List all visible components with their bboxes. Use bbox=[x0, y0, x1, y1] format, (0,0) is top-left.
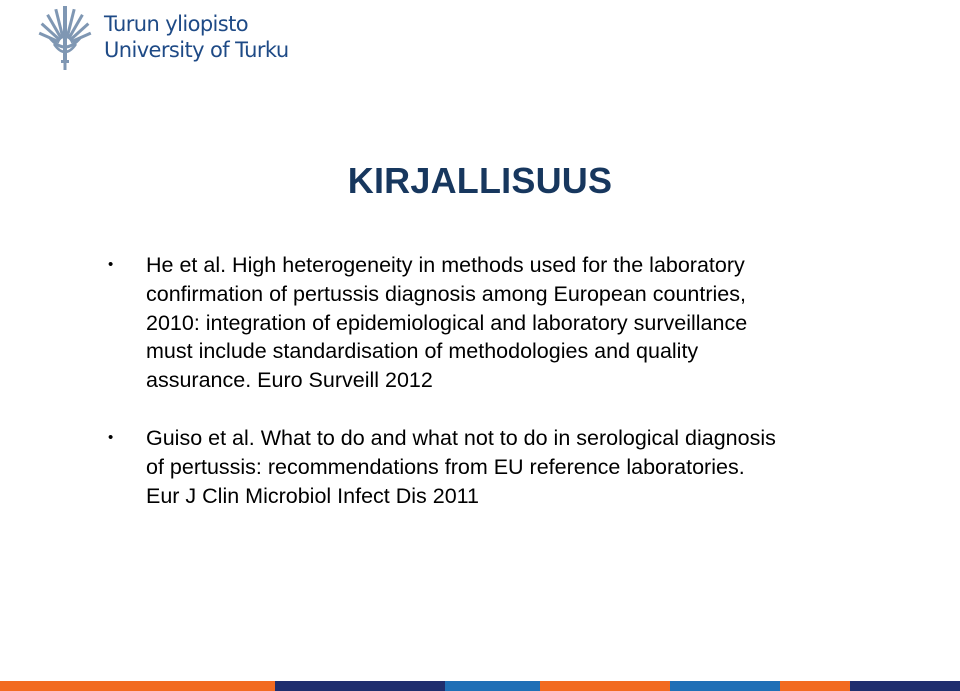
reference-text: He et al. High heterogeneity in methods used for the laboratory confirmation of pertussis diagnosis among European countries, 2010: integration of epidemiological and laboratory surveillance must include standardisation of methodologies and quality assurance. Euro Surveill 2012 bbox=[146, 253, 748, 393]
footer-segment bbox=[850, 681, 960, 691]
logo-text bbox=[104, 11, 289, 63]
university-logo bbox=[36, 4, 289, 70]
reference-text: Guiso et al. What to do and what not to do in serological diagnosis of pertussis: recommendations from EU reference laboratories. Eur J Clin Microbiol Infect Dis 2011 bbox=[146, 425, 776, 508]
footer-segment bbox=[0, 681, 275, 691]
bullet-icon: • bbox=[108, 428, 114, 446]
footer-segment bbox=[670, 681, 780, 691]
bullet-icon: • bbox=[108, 256, 114, 273]
reference-item bbox=[108, 424, 868, 510]
footer-segment bbox=[780, 681, 850, 691]
reference-list bbox=[108, 251, 868, 510]
logo-name-english: University of Turku bbox=[104, 38, 289, 62]
reference-item bbox=[108, 251, 868, 395]
footer-segment bbox=[445, 681, 540, 691]
footer-segment bbox=[540, 681, 670, 691]
slide-title: KIRJALLISUUS bbox=[347, 160, 613, 201]
university-emblem-icon bbox=[36, 4, 94, 70]
logo-name-finnish: Turun yliopisto bbox=[104, 12, 249, 36]
footer-segment bbox=[275, 681, 445, 691]
footer-color-bar bbox=[0, 681, 960, 691]
